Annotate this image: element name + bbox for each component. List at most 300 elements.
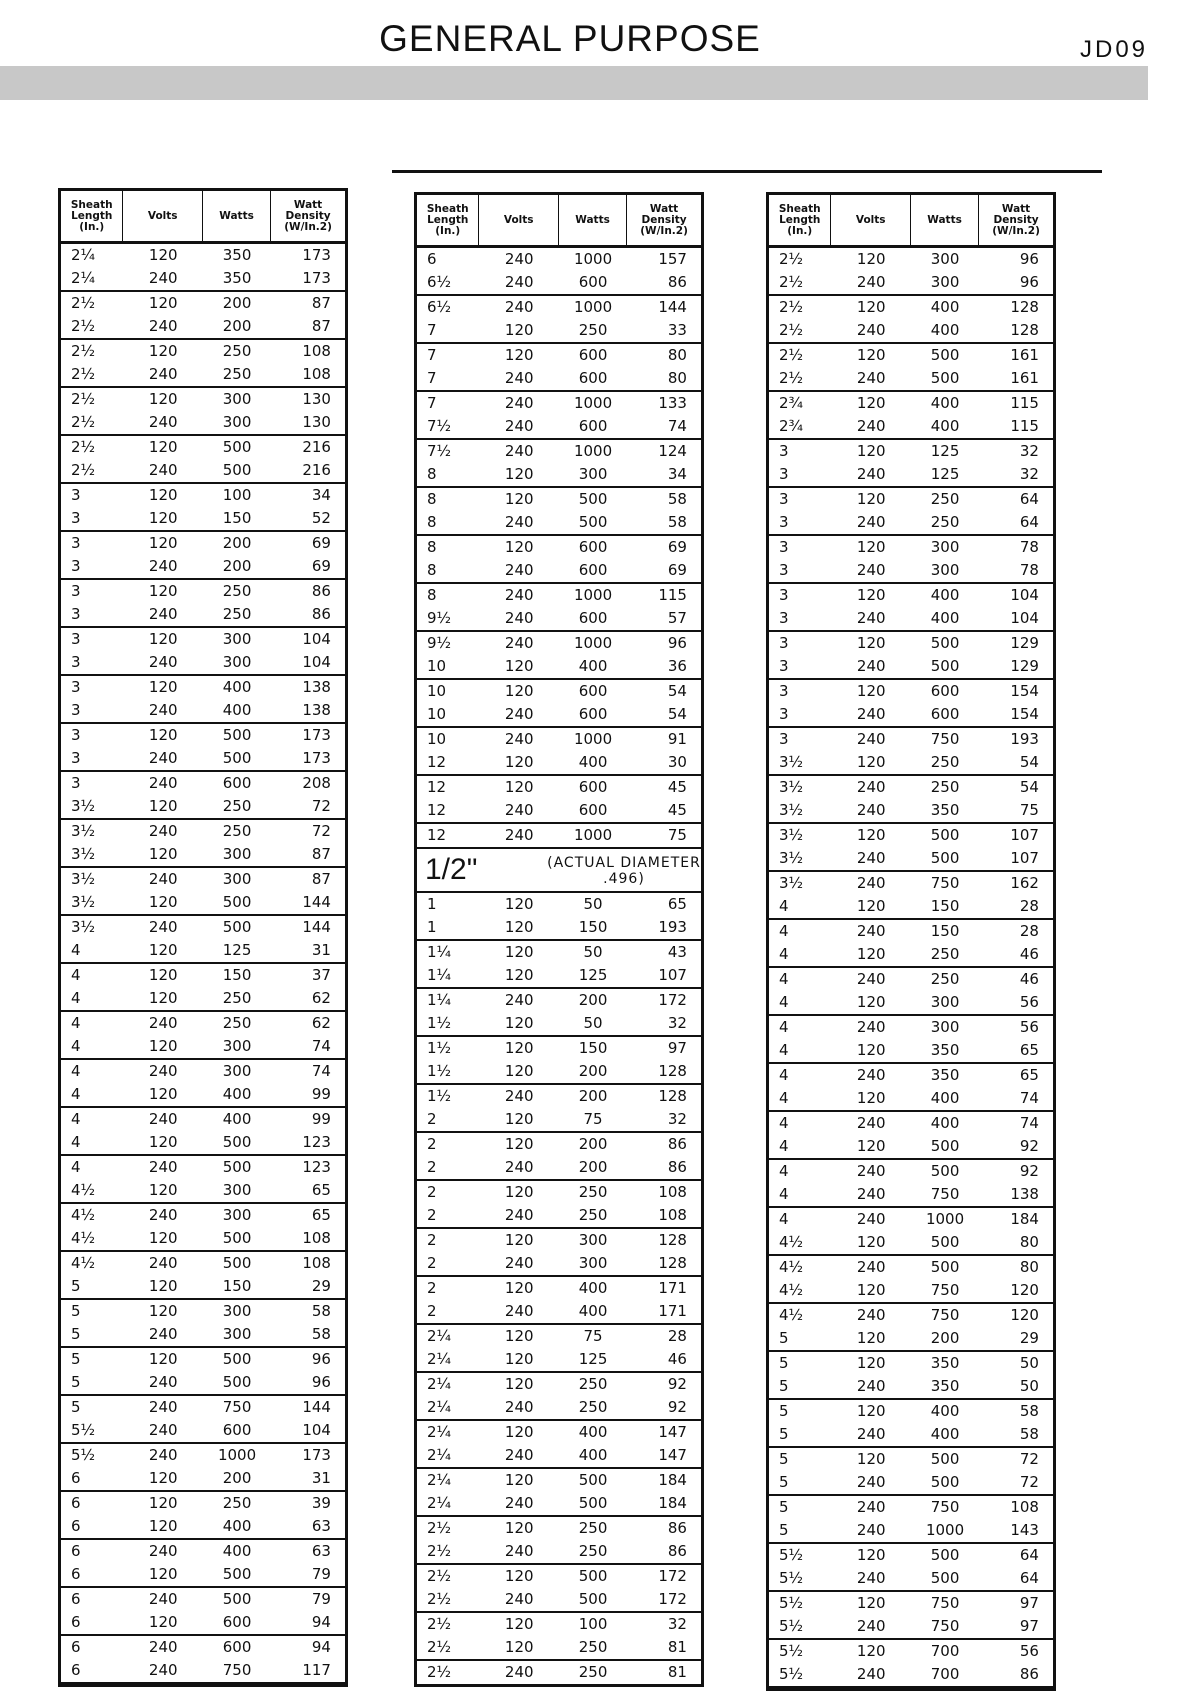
cell-volts: 240 [856,1521,886,1539]
cell-watts: 250 [578,1206,608,1224]
cell-volts: 240 [148,1446,178,1464]
table-row [417,799,701,824]
cell-watt-density: 56 [1019,1018,1039,1036]
table-row [417,392,701,415]
cell-watts: 500 [930,1569,960,1587]
table-row [417,440,701,463]
cell-volts: 120 [148,294,178,312]
table-row [61,1179,345,1204]
cell-sheath-length: 4 [779,1089,789,1107]
cell-volts: 240 [856,609,886,627]
cell-watt-density: 58 [667,490,687,508]
cell-sheath-length: 2½ [71,413,96,431]
cell-volts: 120 [856,394,886,412]
cell-volts: 120 [504,1110,534,1128]
cell-watts: 150 [578,918,608,936]
cell-volts: 240 [504,826,534,844]
cell-watts: 500 [222,749,252,767]
cell-watt-density: 64 [1019,1546,1039,1564]
cell-sheath-length: 7½ [427,417,452,435]
cell-watts: 200 [578,1087,608,1105]
cell-watt-density: 96 [1019,250,1039,268]
cell-volts: 240 [504,394,534,412]
table-row [417,1540,701,1565]
cell-volts: 120 [504,1327,534,1345]
cell-watt-density: 138 [302,701,331,719]
cell-watts: 300 [222,1062,252,1080]
table-row [417,1348,701,1373]
cell-sheath-length: 3½ [71,870,96,888]
table-row [417,1156,701,1181]
table-row [417,559,701,584]
cell-watt-density: 144 [302,1398,331,1416]
table-row [61,1035,345,1060]
cell-volts: 240 [504,705,534,723]
cell-volts: 240 [148,1373,178,1391]
cell-sheath-length: 5 [779,1329,789,1347]
cell-volts: 240 [504,1302,534,1320]
table-row [417,607,701,632]
cell-watt-density: 184 [658,1494,687,1512]
cell-watts: 200 [222,1469,252,1487]
cell-sheath-length: 3 [779,490,789,508]
cell-watts: 400 [930,1425,960,1443]
table-row [61,363,345,388]
cell-volts: 240 [148,701,178,719]
table-row [417,989,701,1012]
cell-watt-density: 32 [1019,442,1039,460]
cell-volts: 240 [856,778,886,796]
cell-watts: 400 [578,1446,608,1464]
cell-watts: 500 [930,1233,960,1251]
cell-watt-density: 32 [667,1014,687,1032]
cell-watt-density: 45 [667,801,687,819]
cell-volts: 240 [504,586,534,604]
cell-volts: 120 [148,1350,178,1368]
cell-watts: 1000 [573,298,613,316]
table-row [769,1592,1053,1615]
cell-watts: 250 [930,513,960,531]
cell-volts: 240 [148,822,178,840]
cell-watts: 600 [578,538,608,556]
cell-watts: 400 [930,609,960,627]
col-watts: Watts [911,195,979,245]
cell-sheath-length: 5½ [779,1665,804,1683]
cell-watt-density: 130 [302,413,331,431]
table-row [417,1133,701,1156]
table-row [61,724,345,747]
table-row [769,1615,1053,1640]
cell-watt-density: 72 [311,797,331,815]
cell-watt-density: 69 [667,561,687,579]
diameter-label: (ACTUAL DIAMETER .496) [547,855,701,887]
table-row [61,484,345,507]
table-row [769,1352,1053,1375]
table-row [769,751,1053,776]
table-row [417,1252,701,1277]
table-row [769,1519,1053,1544]
cell-sheath-length: 2¼ [427,1446,452,1464]
table-header [417,195,701,248]
cell-watts: 300 [578,1231,608,1249]
cell-watt-density: 173 [302,1446,331,1464]
table-row [417,703,701,728]
table-row [61,916,345,939]
cell-watt-density: 96 [1019,273,1039,291]
table-row [769,1448,1053,1471]
cell-watt-density: 72 [1019,1450,1039,1468]
cell-volts: 120 [856,1642,886,1660]
table-row [769,511,1053,536]
cell-watts: 400 [930,321,960,339]
cell-watts: 150 [930,922,960,940]
table-row [61,843,345,868]
cell-watt-density: 97 [667,1039,687,1057]
cell-sheath-length: 5 [779,1498,789,1516]
cell-volts: 240 [504,1446,534,1464]
cell-volts: 240 [856,874,886,892]
table-row [417,463,701,488]
cell-watt-density: 96 [311,1373,331,1391]
cell-sheath-length: 4 [71,1110,81,1128]
cell-volts: 240 [148,317,178,335]
cell-volts: 120 [148,390,178,408]
cell-volts: 120 [856,442,886,460]
cell-watt-density: 72 [1019,1473,1039,1491]
cell-watt-density: 123 [302,1158,331,1176]
cell-sheath-length: 1½ [427,1087,452,1105]
cell-volts: 120 [856,250,886,268]
table-row [769,655,1053,680]
cell-volts: 240 [148,749,178,767]
cell-volts: 120 [856,897,886,915]
cell-volts: 120 [504,490,534,508]
cell-sheath-length: 1¼ [427,943,452,961]
col-sheath-length: Sheath Length (In.) [417,195,479,245]
cell-volts: 240 [148,365,178,383]
cell-watts: 350 [930,1377,960,1395]
table-row [61,532,345,555]
cell-volts: 240 [856,1617,886,1635]
cell-sheath-length: 3 [779,586,789,604]
cell-watt-density: 86 [667,1135,687,1153]
cell-watts: 300 [578,1254,608,1272]
cell-watts: 400 [578,1423,608,1441]
cell-watt-density: 154 [1010,682,1039,700]
cell-watt-density: 45 [667,778,687,796]
table-row [769,1231,1053,1256]
cell-volts: 120 [148,1133,178,1151]
cell-volts: 240 [148,870,178,888]
cell-volts: 120 [148,989,178,1007]
cell-sheath-length: 3 [71,534,81,552]
cell-watt-density: 133 [658,394,687,412]
cell-volts: 120 [504,682,534,700]
table-row [769,1160,1053,1183]
table-row [61,772,345,795]
cell-watts: 250 [578,1398,608,1416]
cell-watt-density: 92 [1019,1162,1039,1180]
cell-watt-density: 128 [658,1087,687,1105]
cell-volts: 240 [856,1377,886,1395]
diameter-note [417,847,701,893]
cell-volts: 120 [148,1229,178,1247]
cell-volts: 240 [856,705,886,723]
cell-volts: 240 [148,1325,178,1343]
cell-sheath-length: 3½ [71,918,96,936]
cell-watt-density: 108 [302,1254,331,1272]
cell-sheath-length: 3 [779,657,789,675]
cell-watt-density: 31 [311,941,331,959]
table-row [61,411,345,436]
cell-sheath-length: 7 [427,369,437,387]
cell-watts: 300 [222,1181,252,1199]
cell-sheath-length: 1 [427,918,437,936]
table-row [61,1467,345,1492]
table-row [61,267,345,292]
cell-watt-density: 50 [1019,1354,1039,1372]
table-row [417,296,701,319]
cell-volts: 120 [148,1085,178,1103]
cell-sheath-length: 3 [779,634,789,652]
cell-volts: 120 [148,941,178,959]
table-row [61,1323,345,1348]
cell-volts: 120 [148,797,178,815]
cell-sheath-length: 5 [71,1325,81,1343]
table-row [61,1563,345,1588]
cell-watts: 250 [930,970,960,988]
table-row [61,1012,345,1035]
cell-watt-density: 129 [1010,657,1039,675]
cell-watt-density: 115 [658,586,687,604]
col-sheath-length: Sheath Length (In.) [769,195,831,245]
cell-watt-density: 117 [302,1661,331,1679]
table-header [769,195,1053,248]
cell-volts: 120 [856,586,886,604]
diameter-size: 1/2" [425,853,478,886]
cell-sheath-length: 2½ [71,438,96,456]
cell-volts: 240 [856,465,886,483]
table-row [769,728,1053,751]
cell-watts: 250 [578,321,608,339]
cell-watt-density: 97 [1019,1617,1039,1635]
cell-watt-density: 74 [1019,1114,1039,1132]
cell-watt-density: 52 [311,509,331,527]
cell-watts: 1000 [217,1446,257,1464]
table-row [769,415,1053,440]
cell-watts: 400 [930,417,960,435]
cell-watt-density: 108 [302,1229,331,1247]
cell-volts: 240 [148,413,178,431]
table-body [769,248,1053,1688]
cell-watts: 500 [930,369,960,387]
cell-volts: 240 [856,1185,886,1203]
cell-watts: 400 [930,394,960,412]
cell-volts: 240 [148,461,178,479]
cell-sheath-length: 2½ [71,342,96,360]
cell-sheath-length: 3 [779,442,789,460]
cell-volts: 120 [856,346,886,364]
spec-table-left [58,188,348,1687]
cell-watts: 600 [578,682,608,700]
table-row [417,632,701,655]
cell-watts: 750 [930,1306,960,1324]
cell-volts: 240 [856,1498,886,1516]
cell-volts: 120 [148,726,178,744]
cell-watts: 500 [578,1590,608,1608]
cell-watt-density: 173 [302,246,331,264]
cell-watts: 500 [222,1229,252,1247]
cell-sheath-length: 5½ [71,1421,96,1439]
table-row [61,603,345,628]
cell-watt-density: 128 [1010,321,1039,339]
table-row [61,699,345,724]
cell-watt-density: 171 [658,1279,687,1297]
cell-volts: 120 [504,1135,534,1153]
cell-watt-density: 62 [311,989,331,1007]
cell-sheath-length: 4 [779,1210,789,1228]
cell-volts: 120 [148,845,178,863]
cell-volts: 120 [148,1181,178,1199]
cell-watts: 1000 [573,250,613,268]
cell-watts: 750 [930,1498,960,1516]
cell-volts: 120 [148,1037,178,1055]
cell-volts: 240 [856,1162,886,1180]
table-row [769,536,1053,559]
cell-watt-density: 78 [1019,538,1039,556]
cell-sheath-length: 4½ [71,1206,96,1224]
cell-watt-density: 124 [658,442,687,460]
cell-watts: 500 [222,1350,252,1368]
cell-volts: 120 [148,1469,178,1487]
cell-volts: 240 [504,1206,534,1224]
cell-volts: 240 [148,1421,178,1439]
cell-watts: 500 [930,1546,960,1564]
page-title: GENERAL PURPOSE [379,18,761,59]
cell-sheath-length: 8 [427,490,437,508]
table-row [61,939,345,964]
table-row [417,1373,701,1396]
cell-watt-density: 115 [1010,394,1039,412]
cell-sheath-length: 2 [427,1183,437,1201]
cell-sheath-length: 3½ [779,826,804,844]
cell-sheath-length: 2½ [427,1638,452,1656]
cell-watt-density: 162 [1010,874,1039,892]
cell-volts: 120 [856,538,886,556]
cell-watts: 350 [930,1066,960,1084]
table-row [769,847,1053,872]
cell-watts: 300 [222,390,252,408]
table-row [417,751,701,776]
cell-watt-density: 80 [667,369,687,387]
cell-sheath-length: 6 [71,1542,81,1560]
table-row [417,1492,701,1517]
cell-sheath-length: 5 [779,1354,789,1372]
cell-watts: 300 [222,1325,252,1343]
cell-watt-density: 64 [1019,1569,1039,1587]
cell-volts: 240 [504,991,534,1009]
cell-sheath-length: 6 [71,1517,81,1535]
table-row [417,1661,701,1684]
cell-watt-density: 115 [1010,417,1039,435]
cell-sheath-length: 2 [427,1158,437,1176]
cell-watt-density: 87 [311,294,331,312]
cell-sheath-length: 3 [779,538,789,556]
cell-watt-density: 74 [311,1062,331,1080]
cell-watt-density: 87 [311,845,331,863]
table-row [61,1300,345,1323]
cell-watts: 500 [222,893,252,911]
table-row [769,1256,1053,1279]
cell-watt-density: 74 [667,417,687,435]
table-row [769,1400,1053,1423]
cell-watts: 300 [222,845,252,863]
cell-watt-density: 58 [667,513,687,531]
cell-sheath-length: 4 [779,1066,789,1084]
cell-sheath-length: 2½ [71,390,96,408]
cell-watt-density: 173 [302,269,331,287]
cell-volts: 120 [504,778,534,796]
cell-sheath-length: 4½ [779,1281,804,1299]
cell-sheath-length: 3 [71,630,81,648]
table-row [61,795,345,820]
cell-watts: 200 [222,557,252,575]
cell-volts: 240 [148,1542,178,1560]
cell-watt-density: 87 [311,870,331,888]
cell-volts: 240 [856,1210,886,1228]
cell-watt-density: 97 [1019,1594,1039,1612]
cell-sheath-length: 2 [427,1206,437,1224]
cell-volts: 120 [504,895,534,913]
table-row [769,632,1053,655]
cell-watts: 250 [930,753,960,771]
cell-volts: 240 [856,730,886,748]
cell-sheath-length: 3 [71,509,81,527]
cell-sheath-length: 2 [427,1254,437,1272]
cell-sheath-length: 10 [427,657,447,675]
table-row [417,680,701,703]
table-row [61,628,345,651]
cell-watt-density: 78 [1019,561,1039,579]
cell-sheath-length: 10 [427,730,447,748]
cell-watt-density: 144 [658,298,687,316]
cell-watt-density: 184 [658,1471,687,1489]
cell-sheath-length: 2½ [71,294,96,312]
cell-watts: 250 [222,582,252,600]
cell-watts: 500 [930,634,960,652]
cell-volts: 240 [856,970,886,988]
table-row [417,1060,701,1085]
cell-watts: 500 [930,1137,960,1155]
table-row [769,968,1053,991]
cell-watts: 1000 [573,826,613,844]
cell-watt-density: 46 [1019,970,1039,988]
cell-watt-density: 58 [1019,1402,1039,1420]
cell-sheath-length: 4 [71,1037,81,1055]
cell-volts: 120 [148,486,178,504]
cell-sheath-length: 3 [779,513,789,531]
cell-watts: 300 [222,870,252,888]
table-row [61,1348,345,1371]
cell-volts: 120 [148,678,178,696]
col-volts: Volts [831,195,911,245]
cell-volts: 120 [856,490,886,508]
table-row [417,415,701,440]
cell-watts: 600 [222,1421,252,1439]
table-row [61,964,345,987]
cell-sheath-length: 2¼ [71,246,96,264]
cell-watts: 1000 [573,634,613,652]
